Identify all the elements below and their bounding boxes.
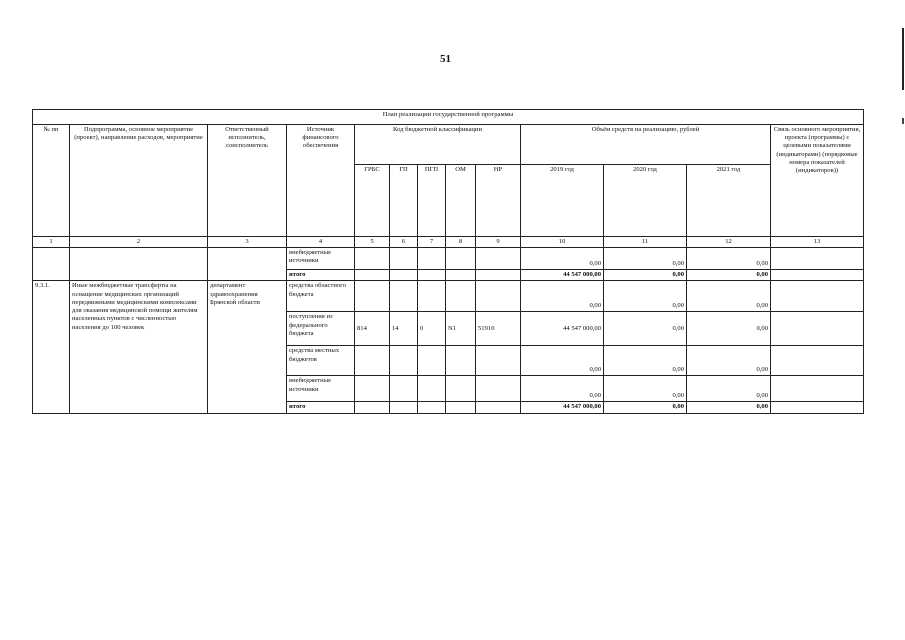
source-cell: внебюджетные источники	[287, 376, 355, 402]
page-number: 51	[440, 53, 451, 65]
col-number: 6	[390, 237, 418, 248]
pgp-cell	[418, 346, 446, 376]
value-2021: 0,00	[687, 281, 771, 312]
header-nr: НР	[476, 165, 521, 237]
col-number: 7	[418, 237, 446, 248]
grbs-cell	[355, 376, 390, 402]
value-2020: 0,00	[604, 376, 687, 402]
item-name: Иные межбюджетные трансферты на оснащение медицинских организаций передвижными медицинскими комплексами для оказания медицинской помощи жителям населенных пунктов с численностью населения до 100 человек	[70, 281, 208, 413]
value-2021: 0,00	[687, 312, 771, 346]
scan-edge-tick	[902, 118, 904, 124]
header-2020: 2020 год	[604, 165, 687, 237]
col-number: 5	[355, 237, 390, 248]
header-executor: Ответственный исполнитель, соисполнитель	[208, 125, 287, 237]
header-source: Источник финансового обеспечения	[287, 125, 355, 237]
value-2020: 0,00	[604, 402, 687, 413]
source-cell: средства местных бюджетов	[287, 346, 355, 376]
item-executor: департамент здравоохранения Брянской области	[208, 281, 287, 413]
nr-cell	[476, 376, 521, 402]
value-2019: 44 547 000,00	[521, 402, 604, 413]
col-number: 1	[33, 237, 70, 248]
program-plan-table	[32, 109, 864, 414]
value-2019: 44 547 000,00	[521, 270, 604, 281]
col-number: 12	[687, 237, 771, 248]
source-cell: внебюджетные источники	[287, 248, 355, 270]
col-number: 4	[287, 237, 355, 248]
header-link: Связь основного мероприятия, проекта (программы) с целевыми показателями (индикаторами) (порядковые номера показателей (индикаторов))	[771, 125, 864, 237]
value-2019: 0,00	[521, 346, 604, 376]
pgp-cell	[418, 402, 446, 413]
pgp-cell: 0	[418, 312, 446, 346]
table-row	[33, 248, 864, 270]
source-cell: поступления из федерального бюджета	[287, 312, 355, 346]
col-number: 8	[446, 237, 476, 248]
nr-cell	[476, 281, 521, 312]
om-cell	[446, 376, 476, 402]
column-number-row	[33, 237, 864, 248]
om-cell: N1	[446, 312, 476, 346]
source-cell: итого	[287, 270, 355, 281]
nr-cell: 51910	[476, 312, 521, 346]
pgp-cell	[418, 281, 446, 312]
nr-cell	[476, 346, 521, 376]
value-2019: 0,00	[521, 281, 604, 312]
value-2019: 44 547 000,00	[521, 312, 604, 346]
value-2020: 0,00	[604, 248, 687, 270]
header-budget-code: Код бюджетной классификации	[355, 125, 521, 165]
om-cell	[446, 346, 476, 376]
nr-cell	[476, 402, 521, 413]
source-cell: средства областного бюджета	[287, 281, 355, 312]
table-title: План реализации государственной программы	[33, 110, 864, 125]
source-cell: итого	[287, 402, 355, 413]
header-pgp: ПГП	[418, 165, 446, 237]
header-gp: ГП	[390, 165, 418, 237]
col-number: 11	[604, 237, 687, 248]
col-number: 13	[771, 237, 864, 248]
header-om: ОМ	[446, 165, 476, 237]
grbs-cell	[355, 281, 390, 312]
grbs-cell	[355, 346, 390, 376]
col-number: 2	[70, 237, 208, 248]
grbs-cell: 814	[355, 312, 390, 346]
value-2021: 0,00	[687, 248, 771, 270]
gp-cell	[390, 346, 418, 376]
header-2021: 2021 год	[687, 165, 771, 237]
value-2021: 0,00	[687, 376, 771, 402]
header-subprogram: Подпрограмма, основное мероприятие (проект), направление расходов, мероприятие	[70, 125, 208, 237]
header-volume: Объём средств на реализацию, рублей	[521, 125, 771, 165]
value-2020: 0,00	[604, 281, 687, 312]
om-cell	[446, 281, 476, 312]
value-2020: 0,00	[604, 312, 687, 346]
om-cell	[446, 402, 476, 413]
value-2021: 0,00	[687, 402, 771, 413]
value-2020: 0,00	[604, 270, 687, 281]
grbs-cell	[355, 402, 390, 413]
value-2019: 0,00	[521, 376, 604, 402]
gp-cell: 14	[390, 312, 418, 346]
col-number: 9	[476, 237, 521, 248]
value-2019: 0,00	[521, 248, 604, 270]
header-num: № пп	[33, 125, 70, 237]
scan-edge-mark	[902, 28, 904, 90]
value-2020: 0,00	[604, 346, 687, 376]
pgp-cell	[418, 376, 446, 402]
gp-cell	[390, 376, 418, 402]
header-2019: 2019 год	[521, 165, 604, 237]
table-row	[33, 281, 864, 312]
header-grbs: ГРБС	[355, 165, 390, 237]
value-2021: 0,00	[687, 346, 771, 376]
gp-cell	[390, 281, 418, 312]
col-number: 3	[208, 237, 287, 248]
gp-cell	[390, 402, 418, 413]
col-number: 10	[521, 237, 604, 248]
item-number: 9.3.1.	[33, 281, 70, 413]
value-2021: 0,00	[687, 270, 771, 281]
